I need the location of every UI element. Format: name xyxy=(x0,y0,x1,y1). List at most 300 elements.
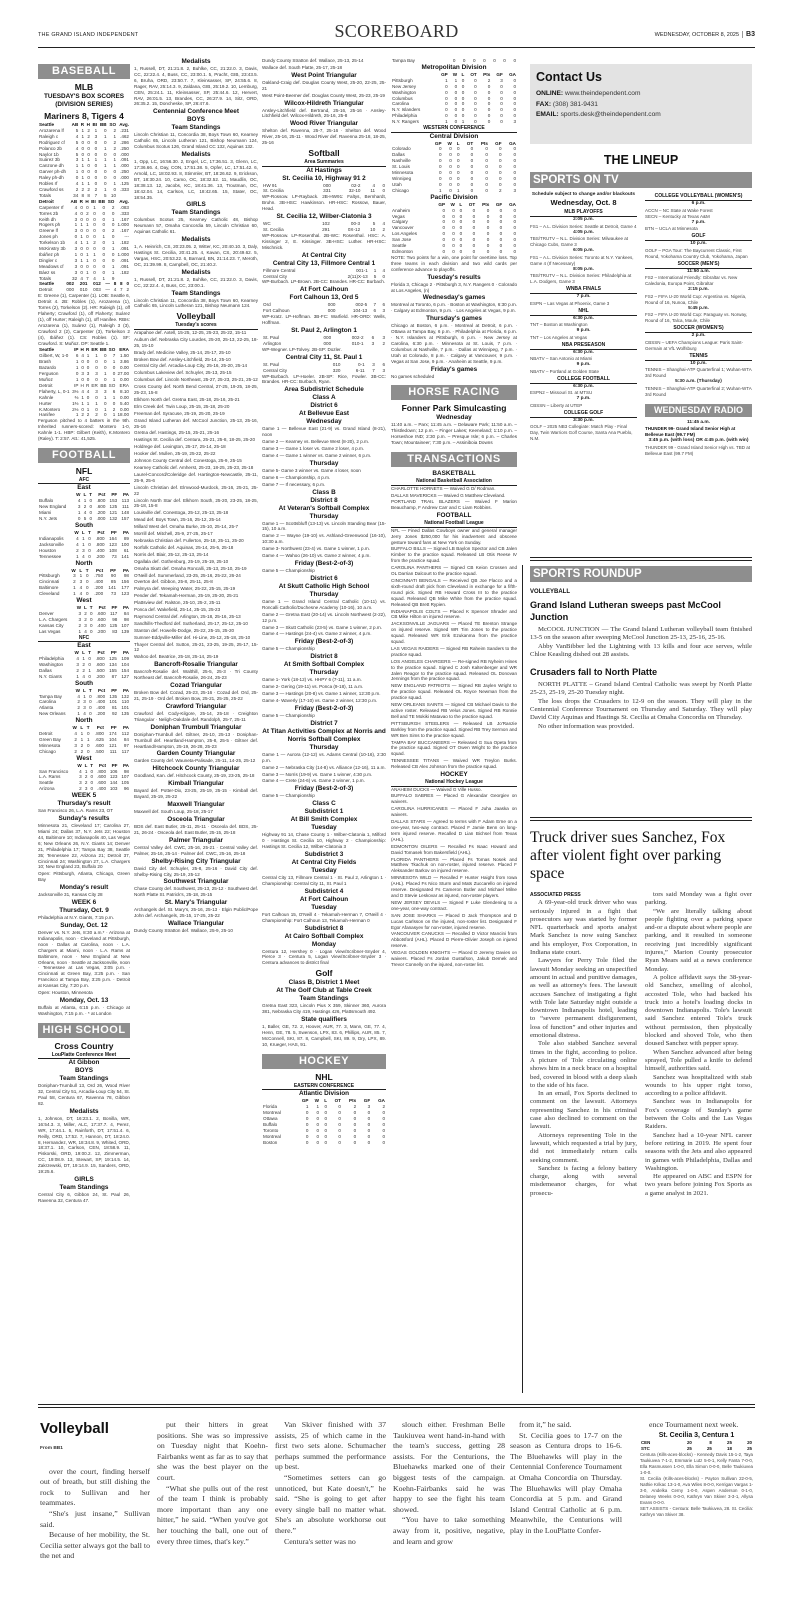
table-cell: .200 xyxy=(95,553,105,559)
table-cell: .600 xyxy=(96,616,106,622)
table-cell: St. Louis xyxy=(392,164,410,170)
table-cell: 0 xyxy=(86,394,90,400)
table-cell: 4 xyxy=(81,388,84,394)
table-cell: 0 xyxy=(499,158,502,164)
stats-table xyxy=(38,568,130,598)
table-cell: 0 xyxy=(90,768,94,774)
story-column-2 xyxy=(645,891,752,1198)
table-cell: 0 xyxy=(457,152,460,158)
table-cell: GP xyxy=(434,140,442,146)
tv-time: 9 p.m. xyxy=(576,328,591,333)
stats-table xyxy=(391,72,517,125)
table-cell: 0 xyxy=(438,146,442,152)
table-cell: 0 xyxy=(513,225,516,231)
table-cell: Central City xyxy=(263,367,287,373)
subheading: Central City 11, St. Paul 1 xyxy=(285,353,363,361)
table-cell: 0 xyxy=(104,139,107,145)
fax-label: FAX: xyxy=(536,100,552,108)
table-cell: Avg. xyxy=(119,122,129,127)
agate-text: Gretna East 323, Lincoln Pius X 359, Skinner 360, Aurora 381, Nebraska City 419, Hastings 426, Plattsmouth 492. xyxy=(262,1003,386,1015)
table-cell: 0 xyxy=(461,89,465,95)
website-link[interactable]: www.theindependent.com xyxy=(564,90,641,97)
table-cell: 4 xyxy=(84,628,87,634)
table-cell: .286 xyxy=(120,139,129,145)
table-cell: 0 xyxy=(382,1133,385,1139)
subheading: District 8 xyxy=(310,653,338,661)
agate-text: Stanton def. Howells-Dodge, 25-22, 25-15, 25-20 xyxy=(134,627,235,633)
table-cell: 0 xyxy=(87,169,90,175)
table-cell: .182 xyxy=(120,269,129,275)
table-cell: PA xyxy=(122,687,129,693)
table-cell: 1 xyxy=(112,376,116,382)
table-cell: 0 xyxy=(87,151,90,157)
story-column-5 xyxy=(510,1420,622,1537)
table-cell: 135 xyxy=(121,711,129,717)
table-cell: .800 xyxy=(95,535,105,541)
table-cell: Arizona xyxy=(39,786,55,792)
table-cell: Miami xyxy=(39,510,52,516)
subheading: Medalists xyxy=(181,151,211,159)
table-cell: 0 xyxy=(470,164,474,170)
table-cell: 3 xyxy=(74,246,78,252)
subheading: At Cairo Softball Complex xyxy=(284,932,364,940)
agate-text: Game 3 — Skutt Catholic (23-5) vs. Game 1 winner, 2 p.m. xyxy=(262,624,382,630)
table-cell: Kansas City xyxy=(39,622,64,628)
table-cell: Pct xyxy=(98,762,107,768)
subheading: At Fort Calhoun xyxy=(299,286,349,294)
table-cell: 141 xyxy=(108,585,117,591)
table-cell: 0 xyxy=(513,83,516,89)
table-cell: Vegas xyxy=(392,213,405,219)
table-cell: Avg. xyxy=(119,198,129,204)
table-cell: 2 xyxy=(86,412,90,418)
table-cell: 0 xyxy=(442,207,446,213)
table-cell: .000 xyxy=(120,163,129,169)
story-column-2 xyxy=(157,1420,268,1547)
table-cell: N.Y. Islanders xyxy=(392,107,421,113)
agate-text: Nebraska Christian def. Fullerton, 25-18, 25-11, 25-20 xyxy=(134,537,244,543)
table-cell: 0 xyxy=(487,107,491,113)
table-cell: Montreal xyxy=(263,1110,281,1116)
table-cell: 0 xyxy=(438,176,442,181)
table-cell: GF xyxy=(363,1098,371,1104)
table-cell: 0 xyxy=(367,1133,371,1139)
subheading: Thursday xyxy=(309,512,339,520)
subheading: At Central City xyxy=(301,251,347,259)
table-cell: 0 xyxy=(112,365,116,371)
table-cell: .083 xyxy=(120,204,129,210)
table-cell: R xyxy=(80,122,85,127)
table-cell: 0 xyxy=(81,139,85,145)
agate-text: Holdrege def. Lexington, 25-17, 25-14, 25-18 xyxy=(134,444,226,450)
subheading: Medalists xyxy=(181,268,211,276)
table-cell: Pts xyxy=(483,71,491,77)
tv-listing: FS1 – A.L. Division Series: Toronto at N.Y. Yankees, Game 4 (If Necessary) xyxy=(530,254,634,266)
table-cell: 0 xyxy=(445,83,448,89)
agate-text: Auburn def. Nebraska City Lourdes, 25-20, 25-13, 22-25, 18-25, 15-10 xyxy=(134,336,258,348)
table-cell: 0 xyxy=(503,58,506,63)
table-cell: 0 xyxy=(305,1133,309,1139)
paragraph: “She's just insane,” Sullivan said. xyxy=(40,1508,150,1529)
table-cell: St. Cecilia xyxy=(263,227,284,232)
table-cell: ERA xyxy=(119,382,129,388)
subheading: WEEK 5 xyxy=(71,792,97,800)
table-cell: 2 xyxy=(499,187,502,193)
table-cell: 0 xyxy=(367,1127,371,1133)
table-cell: OT xyxy=(468,201,476,207)
paragraph: put their hitters in great positions. She was so impressive on Tuesday night that Koehn-Fairbanks went as far as to say that she was the best player on the court. xyxy=(157,1420,268,1482)
table-cell: T xyxy=(89,605,93,611)
table-cell: 0 xyxy=(513,113,516,119)
section-title: SCOREBOARD xyxy=(334,21,459,41)
table-cell: 0 xyxy=(89,711,92,717)
table-cell: 73 xyxy=(111,553,117,559)
table-cell: 113 xyxy=(121,498,129,504)
table-cell: 0 xyxy=(445,95,448,101)
table-cell: 1 xyxy=(73,591,76,597)
table-cell: — xyxy=(105,287,110,293)
table-cell: 2 xyxy=(113,139,117,145)
table-cell: 4 xyxy=(82,673,85,679)
tv-sport-heading: WNBA FINALS xyxy=(530,286,637,294)
table-cell: 0 xyxy=(500,101,503,107)
table-cell: 7 xyxy=(120,287,123,293)
table-cell: 0 xyxy=(459,213,463,219)
table-cell: PA xyxy=(122,605,129,611)
table-cell: PF xyxy=(111,687,118,693)
table-cell: Utah xyxy=(392,181,402,187)
paragraph: A police affidavit says the 38-year-old Sanchez, smelling of alcohol, accosted Tole, who had backed his truck into a hotel's loading docks in downtown Indianapolis. Tole's lawsuit said Sanchez entered Tole's truck without permission, then physically blocked and shoved Tole, who then doused Sanchez with pepper spray. xyxy=(645,973,752,1048)
section-banner: HIGH SCHOOL xyxy=(38,1023,130,1038)
table-cell: 0 xyxy=(324,1104,327,1110)
table-cell: .200 xyxy=(96,510,106,516)
table-cell: L xyxy=(79,567,83,573)
double-rule xyxy=(38,1404,755,1408)
table-cell: 81 xyxy=(111,705,118,711)
tv-listing: CBSSN – UEFA Champions League: Paris Saint-Germain at VfL Wolfsburg xyxy=(645,339,744,351)
paragraph: No other information was provided. xyxy=(538,722,635,730)
table-cell: Torres 2b xyxy=(39,210,59,216)
table-cell: Garver ph-dh xyxy=(39,169,67,175)
table-cell: 1 xyxy=(104,145,107,151)
table-cell: San Jose xyxy=(392,237,412,243)
table-cell: 0 xyxy=(499,170,502,176)
subheading: Thursday xyxy=(309,459,339,467)
table-cell: 0 xyxy=(487,89,491,95)
agate-text: Fort Calhoun 15, O'Neill 4 · Tekamah-Herman 7, O'Neill 4 · Championship: Fort Calhoun 13, Tekamah-Herman 0 xyxy=(262,911,386,923)
subheading: Team Standings xyxy=(171,209,221,217)
table-cell: 1 xyxy=(82,541,85,547)
tv-listing: FS2 – FIFA U-20 World Cup: Paraguay vs. Norway, Round of 16, Talca, Maule, Chile xyxy=(645,312,748,323)
agate-text: Highway 91 14, Chase County 1 · Wilber-Clatonia 1, Milford 0 · Hastings St. Cecilia 10, Highway 2 · Championship: Hastings St. Cecilia 12, Wilber-Clatonia 3 xyxy=(262,832,386,850)
subheading: Wilcox-Hildreth Triangular xyxy=(284,99,364,107)
table-cell: 2 xyxy=(382,1104,385,1110)
table-cell: 8.10 xyxy=(120,388,129,394)
roundup-kicker: VOLLEYBALL xyxy=(530,589,570,595)
table-cell: 3 xyxy=(74,257,78,263)
agate-text: Game 1- York (18-12) vs. HHPY 6 (7-11), 11 a.m. xyxy=(262,677,362,683)
table-cell: 0 xyxy=(382,1110,385,1116)
table-cell: Suárez 3b xyxy=(39,157,60,163)
radio-listing: THUNDER 99 - Grand Island Senior High vs. TBD at Bellevue East (99.7 FM) xyxy=(645,444,750,456)
table-cell: GA xyxy=(509,140,516,146)
subheading: Team Standings xyxy=(171,289,221,297)
table-cell: 25 xyxy=(747,1446,752,1452)
subheading: District 7 xyxy=(310,719,338,727)
table-cell: 5 xyxy=(104,192,107,198)
agate-text: Open: Houston, Minnesota xyxy=(38,990,93,996)
tv-listing: CBSSN – Liberty at UTEP xyxy=(530,402,583,408)
table-cell: 32-10 xyxy=(348,188,361,194)
table-cell: 1 xyxy=(80,234,83,240)
table-cell: 2 xyxy=(76,667,79,673)
agate-text: Brady def. Medicine Valley, 25-14, 25-17, 25-10 xyxy=(134,349,231,355)
table-cell: 0 xyxy=(382,182,385,188)
agate-text: Norfolk Catholic def. Aquinas, 25-14, 25-5, 25-18 xyxy=(134,544,234,550)
table-cell: Dallas xyxy=(392,152,405,158)
subheading: Friday (Best-2-of-3) xyxy=(294,638,354,646)
table-row xyxy=(38,674,130,680)
table-cell: 1 xyxy=(83,693,86,699)
agate-text: Game 4 — Game 1 winner vs. Game 2 winner, 6 p.m. xyxy=(262,452,372,458)
table-cell: 1 xyxy=(104,133,107,139)
table-cell: 2 xyxy=(487,77,491,83)
table-cell: N.Y. Jets xyxy=(39,516,58,522)
table-cell: 0 xyxy=(102,216,106,222)
table-cell: 0 xyxy=(499,207,503,213)
table-cell: 125 xyxy=(109,622,118,628)
table-cell: 4 xyxy=(382,221,385,227)
subsection-label: AFC xyxy=(38,477,130,485)
table-cell: Atlanta xyxy=(39,705,54,711)
table-cell: 0 xyxy=(500,107,503,113)
agate-text: Cross County def. North Bend Central, 27-25, 19-25, 18-25, 25-23, 15-8 xyxy=(134,384,258,396)
table-cell: Báez ss xyxy=(39,269,56,275)
story-column-1 xyxy=(530,891,637,1198)
table-cell: BB xyxy=(100,382,107,388)
table-cell: 0 xyxy=(499,248,503,254)
table-cell: 0 xyxy=(513,237,516,243)
table-cell: Pct xyxy=(97,529,105,535)
table-cell: Seattle xyxy=(39,780,54,786)
table-cell: 0 xyxy=(454,95,458,101)
table-cell: 0 xyxy=(472,231,476,237)
table-cell: 0 xyxy=(80,210,83,216)
table-cell: .800 xyxy=(95,541,105,547)
table-cell: 4 xyxy=(83,510,87,516)
issue-date: WEDNESDAY, OCTOBER 8, 2025 xyxy=(654,32,740,38)
table-cell: 3 xyxy=(82,547,85,553)
table-cell: 7 xyxy=(112,353,116,359)
table-cell: 10 xyxy=(110,192,117,198)
table-cell: CEN xyxy=(641,1440,651,1446)
agate-text: Sumner-Eddyville-Miller def. Hi-Line, 25-12, 25-18, 25-10 xyxy=(134,634,251,640)
table-cell: 0 xyxy=(461,83,465,89)
subheading: Class C xyxy=(312,800,336,808)
stats-table xyxy=(262,221,386,233)
table-cell: 2 xyxy=(87,133,90,139)
paragraph: In an email, Fox Sports declined to comment on the lawsuit. Attorneys representing Sanchez in his criminal case also declined to comment on the lawsuit. xyxy=(530,1090,637,1131)
table-cell: PF xyxy=(110,529,117,535)
table-cell: GP xyxy=(438,201,446,207)
agate-text: VEGAS GOLDEN KNIGHTS — Placed D Jeremy Davies on waivers. Placed Fs Jordan Gustafson, Jakub Demek and Trevor Connelly on the injured, non-roster list. xyxy=(391,950,517,967)
table-cell: 1 xyxy=(76,673,79,679)
table-cell: 1 xyxy=(82,535,85,541)
table-cell: 0 xyxy=(93,228,96,234)
agate-text: Central City 13, Fillmore Central 1 · St. Paul 2, Arlington 1 · Championship: Central City 11, St. Paul 1 xyxy=(262,874,386,886)
tv-time: 6:30 p.m. xyxy=(573,315,594,321)
table-cell: 02-2 xyxy=(351,182,361,188)
section-heading: NFL xyxy=(75,465,93,476)
table-cell: 0 xyxy=(500,89,503,95)
table-cell: 002-2 xyxy=(351,334,364,340)
table-cell: 1 xyxy=(103,406,107,412)
table-cell: 0 xyxy=(459,237,463,243)
tv-time: 10 p.m. xyxy=(690,241,707,246)
table-cell: 0 xyxy=(102,240,106,246)
paragraph: When Sanchez advanced after being sprayed, Tole pulled a knife to defend himself, authorities said. xyxy=(645,1048,752,1073)
table-cell: 117 xyxy=(110,610,118,616)
table-cell: 0 xyxy=(499,176,502,181)
table-cell: 10 xyxy=(370,227,376,232)
table-row xyxy=(262,1134,386,1140)
table-cell: Toronto xyxy=(263,1127,279,1133)
subheading: BOYS xyxy=(74,1067,94,1075)
table-cell: 0 xyxy=(513,107,516,113)
subheading: Friday's games xyxy=(430,365,478,373)
story-headline: Truck driver sues Sanchez, Fox after violent fight over parking space xyxy=(530,829,726,882)
stats-table xyxy=(38,199,130,282)
table-cell: 85 xyxy=(110,579,117,585)
agate-text: Buffalo at Atlanta, 6:15 p.m. · Chicago at Washington, 7:15 p.m. · * at London xyxy=(38,1004,130,1016)
table-cell: 2 xyxy=(111,228,115,234)
paragraph: Sanchez had a 10-year NFL career before retiring in 2019. He spent four seasons with the Jets and also appeared in games with Philadelphia, Dallas and Washington. xyxy=(645,1131,752,1172)
agate-text: Game 3- Northwest (23-4) vs. Game 1 winner, 1 p.m. xyxy=(262,546,370,552)
table-cell: 2 xyxy=(74,736,77,742)
subheading: East xyxy=(77,484,91,492)
table-cell: 0 xyxy=(513,213,516,219)
subheading: Sunday, Oct. 12 xyxy=(60,921,108,929)
table-cell: 25 xyxy=(686,1446,692,1452)
subheading: Team Standings xyxy=(59,1183,109,1191)
table-cell: 000 xyxy=(323,182,331,188)
table-cell: 1 xyxy=(102,275,106,281)
subheading: Thursday xyxy=(309,743,339,751)
table-cell: 134 xyxy=(109,661,117,667)
table-cell: ERA xyxy=(119,347,129,353)
table-cell: T xyxy=(88,687,92,693)
agate-text: Lincoln Christian 11, Concordia 38, Boys Town 60, Kearney Catholic 65, Lincoln Lutheran 121, Bishop Neumann 124, Columbus Scotus 126, Grand Island CC 132, Aquinas 132. xyxy=(134,132,258,150)
subheading: Thursday's result xyxy=(57,800,111,808)
table-cell: 002 xyxy=(66,281,75,287)
table-cell: 0 xyxy=(457,146,460,152)
table-cell: 3 xyxy=(84,622,87,628)
table-cell: W xyxy=(74,650,79,656)
table-cell: 0 xyxy=(87,145,90,151)
subheading: Team Standings xyxy=(299,995,349,1003)
table-cell: BB xyxy=(98,198,106,204)
table-cell: 0 xyxy=(474,113,477,119)
agate-text: Central City 6, Gibbon 24, St. Paul 26, Ravenna 32, Centura 47. xyxy=(38,1191,130,1203)
stats-table xyxy=(38,492,130,522)
table-cell: Detroit xyxy=(39,287,53,293)
table-cell: 6 xyxy=(382,361,385,367)
story-headline: Crusaders fall to North Platte xyxy=(530,667,658,678)
agate-text: NEW ORLEANS SAINTS — Signed CB Michael Davis to the active roster. Released RB Velus Jones. Signed RB Ronnie Bell and TE Mokiki Matavao to the practice squad. xyxy=(391,702,517,719)
table-cell: 1 xyxy=(86,251,89,257)
email-link[interactable]: sports.desk@theindependent.com xyxy=(560,111,661,119)
subheading: District 8 xyxy=(310,496,338,504)
table-cell: 1.000 xyxy=(117,251,129,257)
paragraph: “Sometimes setters can go unnoticed, but Kate doesn't,” he said. “She is going to get after every single ball no matter what. She's an absolute workhorse out there.” xyxy=(275,1472,386,1535)
table-cell: Houston xyxy=(39,547,57,553)
box-score-note: SET ASSISTS - Centura: Belle Taukiuvea, 28. St. Cecilia: Kathryn Van Skiver 38. xyxy=(640,1506,753,1518)
table-cell: 98 xyxy=(123,768,129,774)
table-cell: 0 xyxy=(449,164,452,170)
table-cell: W xyxy=(447,140,452,146)
table-cell: .000 xyxy=(120,151,129,157)
subheading: West xyxy=(76,754,92,762)
column-divider xyxy=(522,565,523,1393)
paragraph: “What she pulls out of the rest of the team I think is probably more important than any one hitter,” he said. “When you've got her touching the ball, one out of every three times, that's key.” xyxy=(157,1483,268,1546)
table-cell: 3 xyxy=(73,573,76,579)
table-cell: W xyxy=(72,725,77,731)
fax-number: (308) 381-9431 xyxy=(552,100,598,108)
table-cell: 3 xyxy=(94,133,98,139)
table-cell: 3 xyxy=(103,388,107,394)
table-cell: 0 xyxy=(486,237,490,243)
table-cell: 0 xyxy=(88,661,91,667)
double-rule xyxy=(530,557,752,561)
table-cell: Buffalo xyxy=(39,498,54,504)
table-cell: 1 xyxy=(454,77,458,83)
table-cell: .091 xyxy=(120,257,129,263)
table-cell: Montreal xyxy=(263,1133,281,1139)
table-cell: 1 xyxy=(77,510,81,516)
table-cell: PA xyxy=(122,725,129,731)
agate-text: Johnson County Central def. Conestoga, 25-9, 25-15 xyxy=(134,458,242,464)
table-cell: 0 xyxy=(113,186,117,192)
agate-text: Wahoo def. Beatrice, 25-18, 25-14, 25-19 xyxy=(134,654,219,660)
agate-text: Ferguson pitched to 4 batters in the 9th. Inherited runners-scored: Montero 1-0, Kahnle 1-1. HBP: Gilbert (Keith), K.Montero (Raley). T: 2:57. Att.: 41,525. xyxy=(38,418,130,442)
table-cell: Cincinnati xyxy=(39,579,60,585)
table-cell: 0 xyxy=(93,234,96,240)
table-cell: .400 xyxy=(96,622,106,628)
table-cell: 0 xyxy=(474,89,477,95)
table-cell: W xyxy=(76,605,82,611)
table-cell: .250 xyxy=(120,145,129,151)
contact-title: Contact Us xyxy=(536,70,602,84)
contact-box xyxy=(530,64,752,144)
table-cell: 1 xyxy=(87,181,90,187)
table-cell: 0 xyxy=(452,243,455,249)
subheading: Wallace Triangular xyxy=(167,920,225,928)
subheading: Tuesday's results xyxy=(427,273,481,281)
table-cell: N.Y. Rangers xyxy=(392,119,419,125)
table-cell: 0 xyxy=(485,146,488,152)
table-cell: 3 xyxy=(372,361,375,367)
table-cell: 0 xyxy=(499,146,502,152)
subheading: At Central City Fields xyxy=(291,858,357,866)
agate-text: Columbus Scotus 25, Kearney Catholic 48, Bishop Neumann 57, Omaha Concordia 59, Lincoln Christian 60, Aquinas Catholic 61. xyxy=(134,217,258,235)
table-cell: 0 xyxy=(367,1121,371,1127)
subheading: At Gibbon xyxy=(68,1059,100,1067)
paragraph: NORTH PLATTE – Grand Island Central Catholic was swept by North Platte 25-23, 25-19, 25-20 Tuesday night. xyxy=(530,681,752,697)
table-cell: 3 xyxy=(84,786,88,792)
paragraph: slouch either. Freshman Belle Taukiuvea went hand-in-hand with the team's success, getting 28 assists. For the Centurions, the Bluehawks marked one of their biggest tests of the campaign. Koehn-Fairbanks said he was happy to see the fight his team showed. xyxy=(393,1420,505,1514)
table-cell: 1 xyxy=(74,222,78,228)
agate-text: Crawford def. Cody-Kilgore, 25-14, 25-18 · Creighton Triangular · Neligh-Oakdale def. Randolph, 25-7, 25-11 xyxy=(134,710,258,722)
